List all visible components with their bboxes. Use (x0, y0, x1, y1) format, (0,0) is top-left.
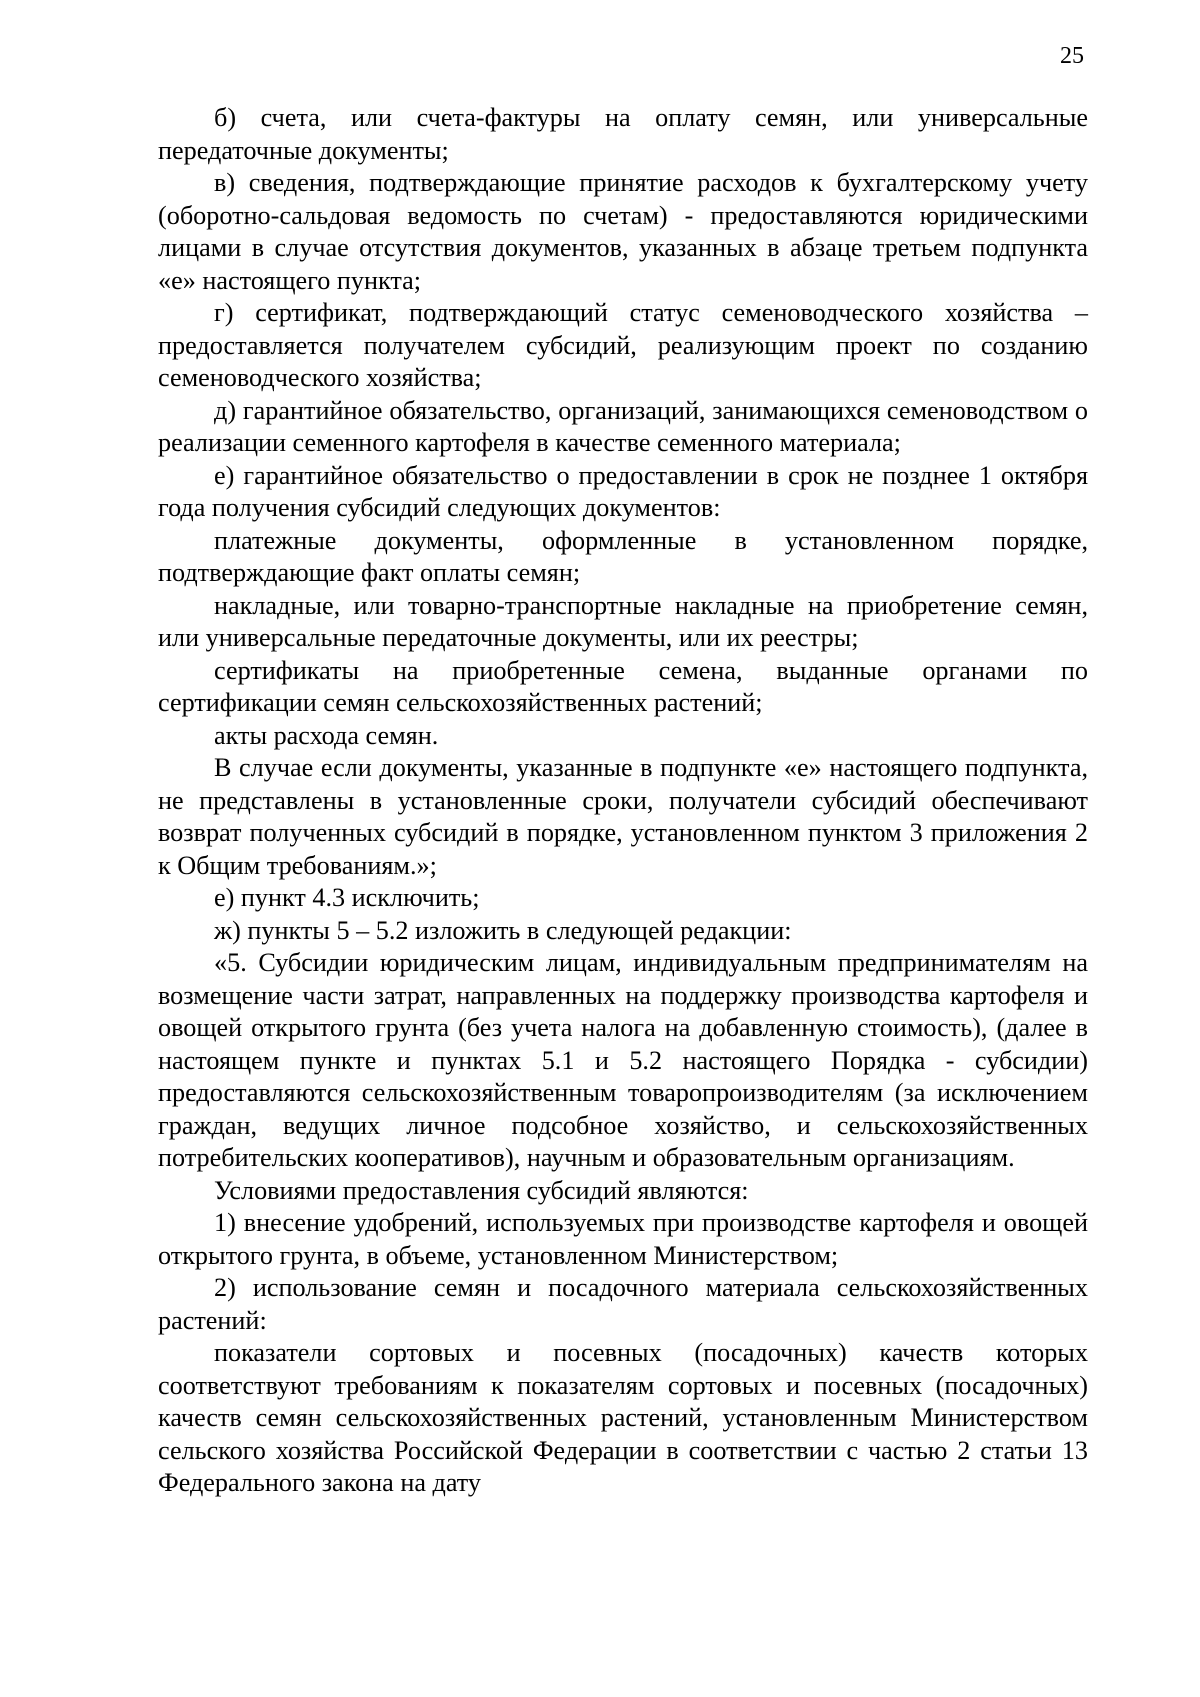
paragraph-conditions-heading: Условиями предоставления субсидий являются: (214, 1175, 749, 1205)
page-number: 25 (1060, 43, 1084, 69)
paragraph-seed-acts: акты расхода семян. (214, 720, 439, 750)
paragraph-payment-documents: платежные документы, оформленные в установленном порядке, подтверждающие факт оплаты семян; (158, 525, 1088, 587)
paragraph-seed-certificates: сертификаты на приобретенные семена, выданные органами по сертификации семян сельскохозяйственных растений; (158, 655, 1088, 717)
paragraph-e-exclude-4-3: е) пункт 4.3 исключить; (214, 883, 480, 912)
paragraph-5-subsidies: «5. Субсидии юридическим лицам, индивидуальным предпринимателям на возмещение части затрат, направленных на поддержку производства картофеля и овощей открытого грунта (без учета налога на добавленную стоимость), (далее в настоящем пункте и пунктах 5.1 и 5.2 настоящего Порядка - субсидии) предоставляются сельскохозяйственным товаропроизводителям (за исключением граждан, ведущих личное подсобное хозяйство, и сельскохозяйственных потребительских кооперативов), научным и образовательным организациям. (158, 948, 1088, 1172)
paragraph-d-guarantee: д) гарантийное обязательство, организаций, занимающихся семеноводством о реализации семенного картофеля в качестве семенного материала; (158, 395, 1088, 457)
paragraph-2-seeds: 2) использование семян и посадочного материала сельскохозяйственных растений: (158, 1273, 1088, 1335)
paragraph-refund-condition: В случае если документы, указанные в подпункте «е» настоящего подпункта, не представлены в установленные сроки, получатели субсидий обеспечивают возврат полученных субсидий в порядке, установленном пунктом 3 приложения 2 к Общим требованиям.»; (158, 753, 1088, 880)
paragraph-seed-quality: показатели сортовых и посевных (посадочных) качеств которых соответствуют требованиям к показателям сортовых и посевных (посадочных) качеств семян сельскохозяйственных растений, установленным Министерством сельского хозяйства Российской Федерации в соответствии с частью 2 статьи 13 Федерального закона на дату (158, 1338, 1088, 1497)
paragraph-waybills: накладные, или товарно-транспортные накладные на приобретение семян, или универсальные передаточные документы, или их реестры; (158, 590, 1088, 652)
paragraph-zh-new-wording: ж) пункты 5 – 5.2 изложить в следующей редакции: (214, 915, 792, 945)
paragraph-1-fertilizers: 1) внесение удобрений, используемых при производстве картофеля и овощей открытого грунта, в объеме, установленном Министерством; (158, 1208, 1088, 1270)
document-body (158, 102, 1088, 1500)
paragraph-e-guarantee-documents: е) гарантийное обязательство о предоставлении в срок не позднее 1 октября года получения субсидий следующих документов: (158, 460, 1088, 522)
paragraph-b-invoices: б) счета, или счета-фактуры на оплату семян, или универсальные передаточные документы; (158, 103, 1088, 165)
paragraph-v-accounting: в) сведения, подтверждающие принятие расходов к бухгалтерскому учету (оборотно-сальдовая ведомость по счетам) - предоставляются юридическими лицами в случае отсутствия документов, указанных в абзаце третьем подпункта «е» настоящего пункта; (158, 168, 1088, 295)
paragraph-g-certificate: г) сертификат, подтверждающий статус семеноводческого хозяйства – предоставляется получателем субсидий, реализующим проект по созданию семеноводческого хозяйства; (158, 298, 1088, 392)
